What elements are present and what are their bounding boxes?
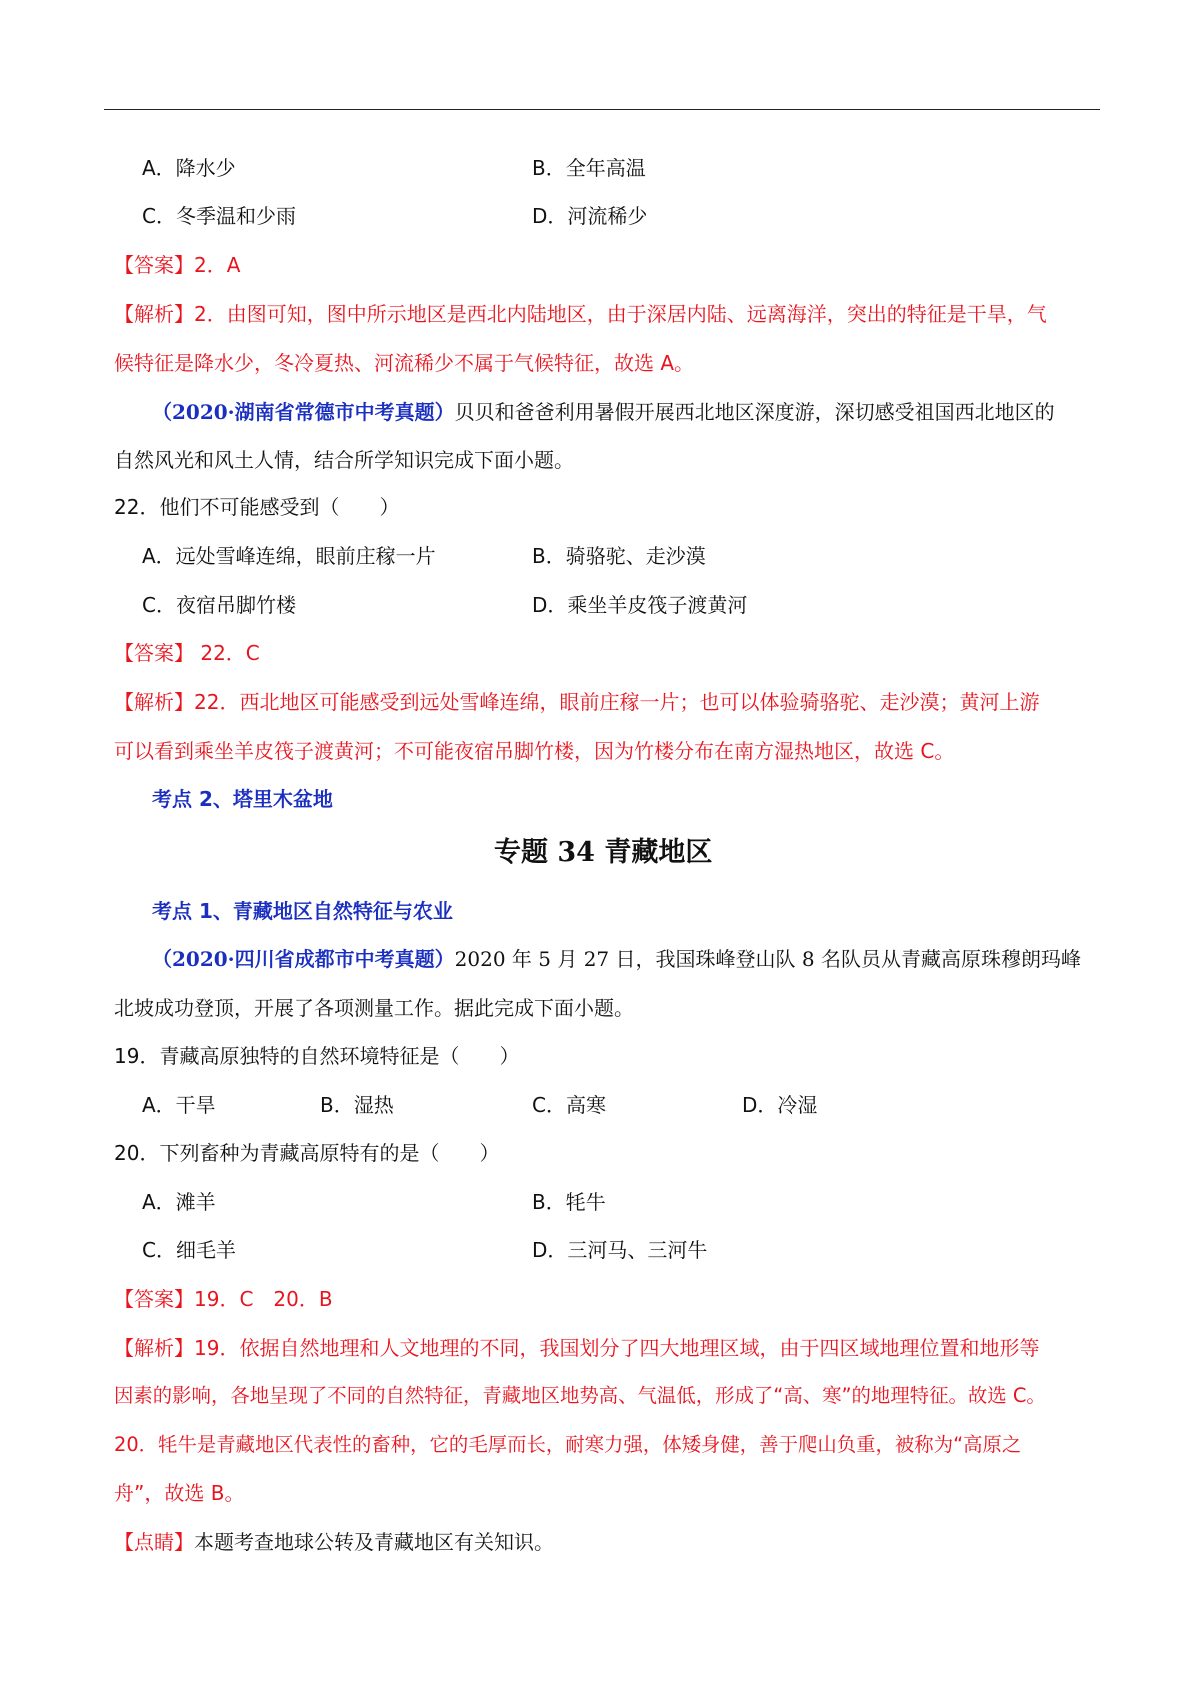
- q22-analysis-line2: 可以看到乘坐羊皮筏子渡黄河；不可能夜宿吊脚竹楼，因为竹楼分布在南方湿热地区，故选 C。: [114, 739, 955, 763]
- q22-stem: 22．他们不可能感受到（ ）: [114, 495, 400, 519]
- analysis-text: 2．由图可知，图中所示地区是西北内陆地区，由于深居内陆、远离海洋，突出的特征是干旱，气: [194, 302, 1047, 326]
- q19-analysis-line1: [114, 1335, 1039, 1361]
- answer-value: 22．C: [194, 641, 260, 665]
- q22-option-a: A．远处雪峰连绵，眼前庄稼一片: [142, 544, 436, 568]
- q22-answer: [114, 640, 260, 666]
- analysis-text: 22．西北地区可能感受到远处雪峰连绵，眼前庄稼一片；也可以体验骑骆驼、走沙漠；黄河上游: [194, 690, 1040, 714]
- q22-option-c: C．夜宿吊脚竹楼: [142, 593, 296, 617]
- answer-label: 【答案】: [114, 641, 194, 665]
- chengdu-intro-line2: 北坡成功登顶，开展了各项测量工作。据此完成下面小题。: [114, 996, 634, 1020]
- source-label: （2020·湖南省常德市中考真题）: [152, 400, 455, 424]
- analysis-label: 【解析】: [114, 690, 194, 714]
- q2-answer: [114, 252, 240, 278]
- q20-option-a: A．滩羊: [142, 1190, 216, 1214]
- q19-analysis-line2: 因素的影响，各地呈现了不同的自然特征，青藏地区地势高、气温低，形成了“高、寒”的地理特征。故选 C。: [114, 1384, 1046, 1407]
- q22-option-d: D．乘坐羊皮筏子渡黄河: [532, 593, 748, 617]
- q19-20-answer: [114, 1286, 333, 1312]
- dianjing-text: 本题考查地球公转及青藏地区有关知识。: [194, 1530, 554, 1554]
- analysis-label: 【解析】: [114, 1336, 194, 1360]
- kaodian-1-heading: 考点 1、青藏地区自然特征与农业: [152, 899, 453, 923]
- q22-option-b: B．骑骆驼、走沙漠: [532, 544, 706, 568]
- chengdu-intro-line1: [152, 946, 1081, 972]
- q2-option-d: D．河流稀少: [532, 204, 648, 228]
- dianjing-note: [114, 1529, 554, 1555]
- source-label: （2020·四川省成都市中考真题）: [152, 947, 455, 971]
- q22-analysis-line1: [114, 689, 1039, 715]
- q20-option-b: B．牦牛: [532, 1190, 606, 1214]
- q19-stem: 19．青藏高原独特的自然环境特征是（ ）: [114, 1044, 520, 1068]
- q20-analysis-line1: 20．牦牛是青藏地区代表性的畜种，它的毛厚而长，耐寒力强，体矮身健，善于爬山负重，被称为“高原之: [114, 1433, 1022, 1456]
- q19-option-c: C．高寒: [532, 1093, 606, 1117]
- q2-option-c: C．冬季温和少雨: [142, 204, 296, 228]
- q2-option-a: A．降水少: [142, 156, 236, 180]
- analysis-label: 【解析】: [114, 302, 194, 326]
- intro-text: 贝贝和爸爸利用暑假开展西北地区深度游，深切感受祖国西北地区的: [454, 400, 1055, 424]
- q19-option-a: A．干旱: [142, 1093, 216, 1117]
- q2-analysis-line1: [114, 301, 1047, 327]
- q20-option-c: C．细毛羊: [142, 1238, 236, 1262]
- header-rule: [104, 109, 1100, 110]
- topic-title: 专题 34 青藏地区: [494, 837, 713, 868]
- changde-intro-line2: 自然风光和风土人情，结合所学知识完成下面小题。: [114, 448, 574, 472]
- q20-stem: 20．下列畜种为青藏高原特有的是（ ）: [114, 1141, 500, 1165]
- q19-option-b: B．湿热: [320, 1093, 394, 1117]
- q20-option-d: D．三河马、三河牛: [532, 1238, 708, 1262]
- answer-value: 2．A: [194, 253, 241, 277]
- q20-analysis-line2: 舟”，故选 B。: [114, 1481, 245, 1505]
- answer-label: 【答案】: [114, 1287, 194, 1311]
- dianjing-label: 【点睛】: [114, 1530, 194, 1554]
- q19-option-d: D．冷湿: [742, 1093, 818, 1117]
- answer-label: 【答案】: [114, 253, 194, 277]
- analysis-text: 19．依据自然地理和人文地理的不同，我国划分了四大地理区域，由于四区域地理位置和地形等: [194, 1336, 1040, 1360]
- kaodian-2-heading: 考点 2、塔里木盆地: [152, 787, 333, 811]
- answer-value: 19．C 20．B: [194, 1287, 333, 1311]
- q2-option-b: B．全年高温: [532, 156, 646, 180]
- changde-intro-line1: [152, 399, 1055, 425]
- q2-analysis-line2: 候特征是降水少，冬冷夏热、河流稀少不属于气候特征，故选 A。: [114, 351, 695, 375]
- intro-text: 2020 年 5 月 27 日，我国珠峰登山队 8 名队员从青藏高原珠穆朗玛峰: [454, 947, 1081, 971]
